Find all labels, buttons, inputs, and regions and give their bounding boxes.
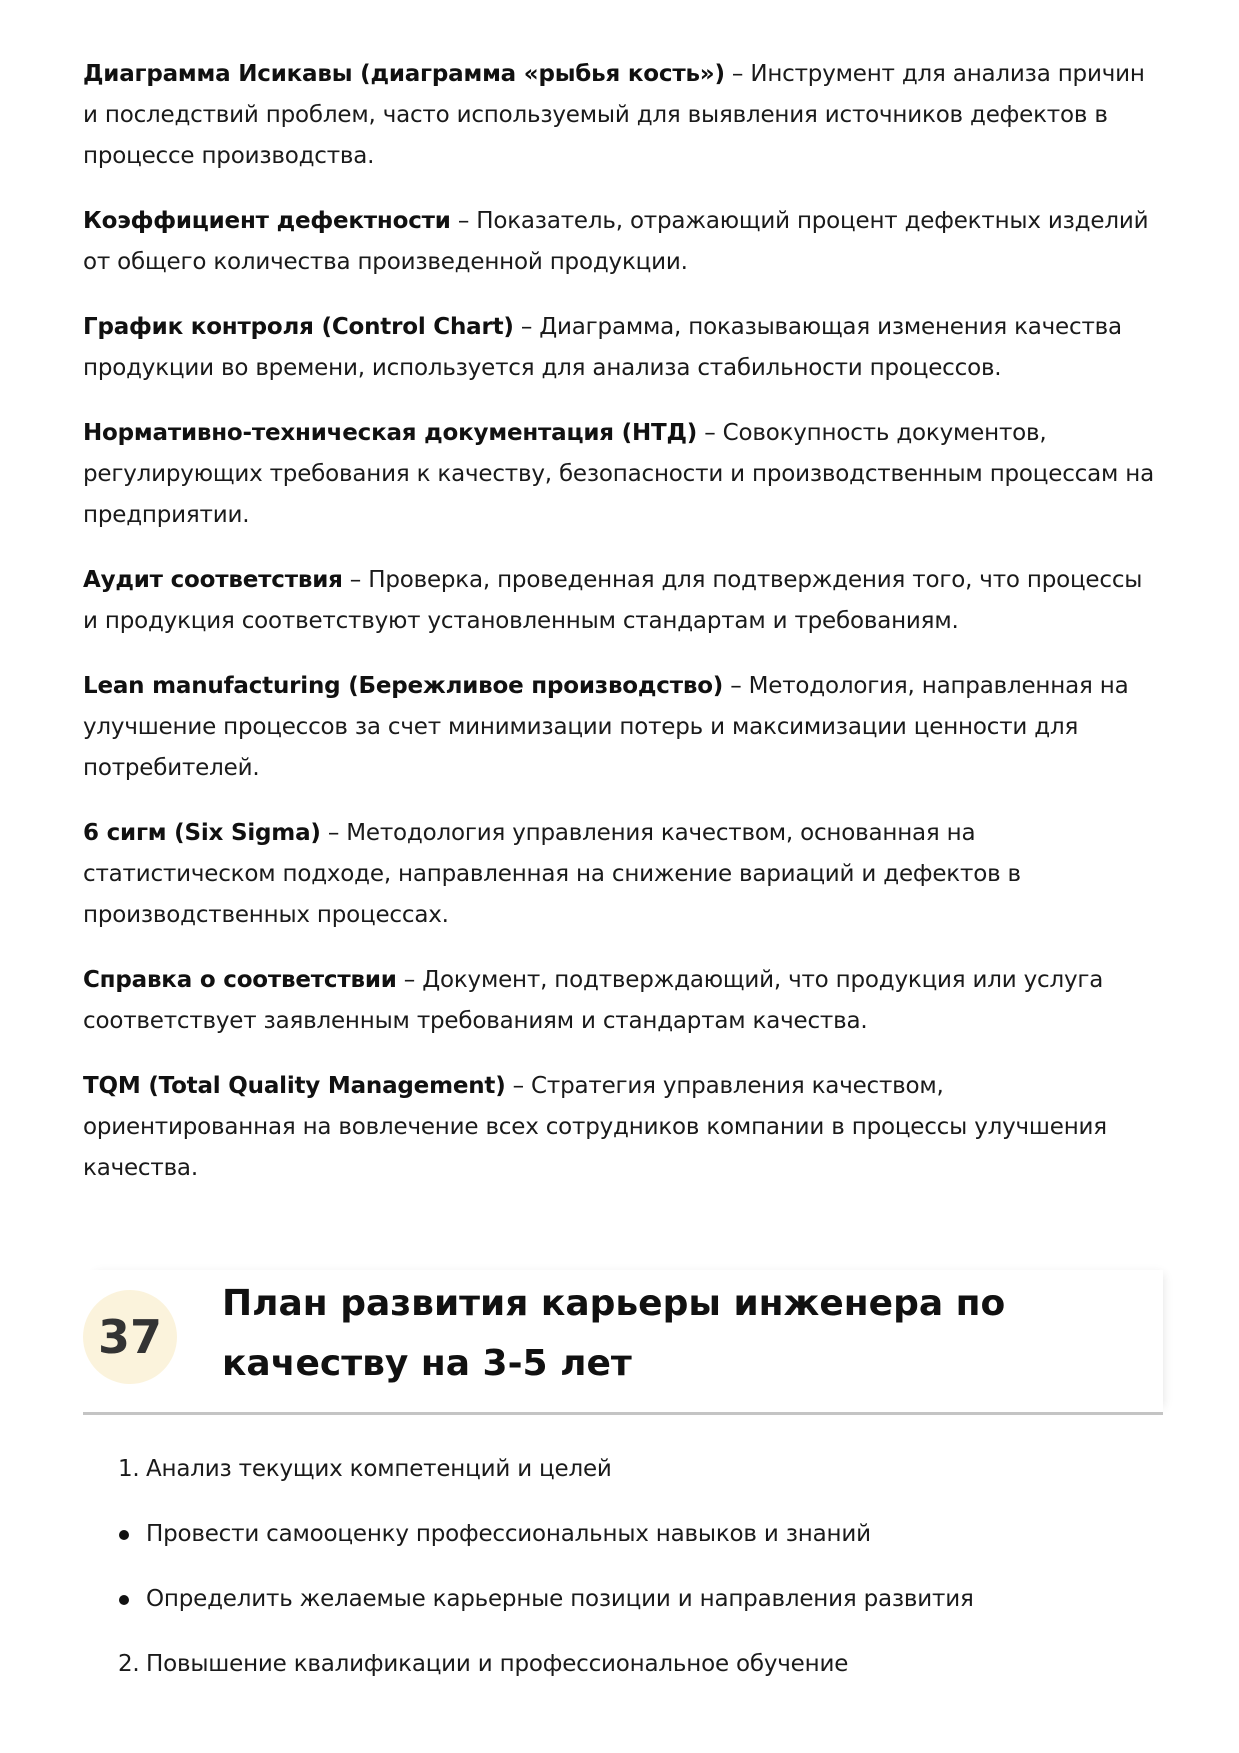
glossary-entry [83, 413, 1163, 536]
glossary-term: Диаграмма Исикавы (диаграмма «рыбья кость») [83, 61, 725, 87]
term-separator: – [396, 967, 423, 993]
section-header [83, 1270, 1163, 1415]
term-separator: – [505, 1073, 532, 1099]
glossary-term: Нормативно-техническая документация (НТД) [83, 420, 698, 446]
glossary-definition: Инструмент для анализа причин и последствий проблем, часто используемый для выявления источников дефектов в процессе производства. [83, 61, 1145, 169]
glossary-term: Коэффициент дефектности [83, 208, 451, 234]
numbered-list-item [83, 1644, 1163, 1685]
glossary-definition: Проверка, проведенная для подтверждения того, что процессы и продукция соответствуют установленным стандартам и требованиям. [83, 567, 1143, 634]
bullet-list-item [83, 1514, 1163, 1555]
glossary-definition: Стратегия управления качеством, ориентированная на вовлечение всех сотрудников компании в процессы улучшения качества. [83, 1073, 1107, 1181]
glossary-entry [83, 960, 1163, 1042]
list-item-text: Определить желаемые карьерные позиции и направления развития [146, 1586, 974, 1612]
glossary-term: Аудит соответствия [83, 567, 343, 593]
glossary-term: 6 сигм (Six Sigma) [83, 820, 321, 846]
list-number: 1. [118, 1456, 140, 1482]
plan-list [83, 1449, 1163, 1685]
glossary-definition: Совокупность документов, регулирующих требования к качеству, безопасности и производственным процессам на предприятии. [83, 420, 1154, 528]
glossary-entry [83, 54, 1163, 177]
glossary-definition: Показатель, отражающий процент дефектных изделий от общего количества произведенной продукции. [83, 208, 1149, 275]
glossary-term: TQM (Total Quality Management) [83, 1073, 506, 1099]
glossary-entry [83, 201, 1163, 283]
glossary-entry [83, 560, 1163, 642]
glossary-definition: Методология управления качеством, основанная на статистическом подходе, направленная на снижение вариаций и дефектов в производственных процессах. [83, 820, 1021, 928]
glossary-entry [83, 1066, 1163, 1189]
glossary-definition: Документ, подтверждающий, что продукция или услуга соответствует заявленным требованиям и стандартам качества. [83, 967, 1104, 1034]
career-plan-section [83, 1270, 1163, 1709]
glossary-definition: Диаграмма, показывающая изменения качества продукции во времени, используется для анализа стабильности процессов. [83, 314, 1122, 381]
term-separator: – [723, 673, 749, 699]
list-item-text: Провести самооценку профессиональных навыков и знаний [146, 1521, 871, 1547]
term-separator: – [320, 820, 347, 846]
list-item-text: Анализ текущих компетенций и целей [146, 1456, 612, 1482]
glossary-term: График контроля (Control Chart) [83, 314, 514, 340]
bullet-icon [119, 1595, 129, 1605]
numbered-list-item [83, 1449, 1163, 1490]
glossary-list [83, 54, 1163, 1213]
glossary-term: Lean manufacturing (Бережливое производство) [83, 673, 724, 699]
list-number: 2. [118, 1651, 140, 1677]
section-number-badge: 37 [83, 1290, 177, 1384]
glossary-entry [83, 307, 1163, 389]
term-separator: – [724, 61, 751, 87]
glossary-entry [83, 666, 1163, 789]
glossary-term: Справка о соответствии [83, 967, 397, 993]
term-separator: – [450, 208, 477, 234]
glossary-definition: Методология, направленная на улучшение процессов за счет минимизации потерь и максимизации ценности для потребителей. [83, 673, 1129, 781]
term-separator: – [342, 567, 369, 593]
glossary-entry [83, 813, 1163, 936]
bullet-list-item [83, 1579, 1163, 1620]
bullet-icon [119, 1530, 129, 1540]
term-separator: – [513, 314, 540, 340]
list-item-text: Повышение квалификации и профессиональное обучение [146, 1651, 849, 1677]
section-title: План развития карьеры инженера по качеству на 3-5 лет [222, 1283, 1006, 1384]
term-separator: – [697, 420, 723, 446]
